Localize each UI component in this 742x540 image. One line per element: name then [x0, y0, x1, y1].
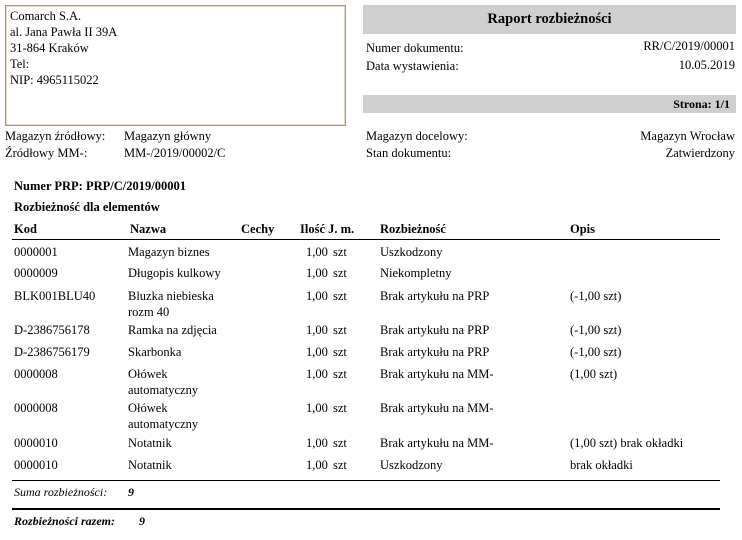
doc-status-value: Zatwierdzony [665, 146, 735, 160]
cell-ilosc: 1,00 [306, 323, 328, 337]
cell-jm: szt [333, 289, 347, 303]
cell-ilosc: 1,00 [306, 458, 328, 472]
cell-ilosc: 1,00 [306, 289, 328, 303]
issue-date-label: Data wystawienia: [366, 59, 459, 73]
cell-kod: BLK001BLU40 [14, 289, 96, 303]
cell-rozbieznosc: Niekompletny [380, 266, 452, 280]
cell-nazwa: Notatnik [128, 436, 172, 450]
cell-nazwa-line2: automatyczny [128, 383, 199, 397]
cell-jm: szt [333, 323, 347, 337]
source-warehouse-label: Magazyn źródłowy: [5, 129, 106, 143]
prp-number: Numer PRP: PRP/C/2019/00001 [14, 179, 186, 193]
cell-nazwa: Ołówek [128, 401, 168, 415]
total-value: 9 [139, 514, 145, 528]
doc-status-label: Stan dokumentu: [366, 146, 452, 160]
cell-jm: szt [333, 266, 347, 280]
total-label: Rozbieżności razem: [14, 514, 116, 528]
cell-jm: szt [333, 458, 347, 472]
cell-ilosc: 1,00 [306, 367, 328, 381]
col-header-kod: Kod [14, 222, 37, 236]
cell-jm: szt [333, 401, 347, 415]
summary-divider [12, 480, 720, 481]
cell-rozbieznosc: Uszkodzony [380, 458, 443, 472]
cell-kod: 0000008 [14, 401, 58, 415]
sum-label: Suma rozbieżności: [14, 485, 108, 499]
cell-rozbieznosc: Brak artykułu na PRP [380, 345, 490, 359]
cell-opis: (1,00 szt) brak okładki [570, 436, 684, 450]
doc-number-label: Numer dokumentu: [366, 41, 464, 55]
total-divider [12, 508, 720, 510]
cell-rozbieznosc: Brak artykułu na MM- [380, 401, 494, 415]
cell-rozbieznosc: Brak artykułu na MM- [380, 367, 494, 381]
col-header-rozbieznosc: Rozbieżność [380, 222, 446, 236]
cell-ilosc: 1,00 [306, 436, 328, 450]
cell-nazwa-line2: automatyczny [128, 417, 199, 431]
cell-kod: 0000010 [14, 458, 58, 472]
company-name: Comarch S.A. [10, 9, 82, 23]
cell-kod: 0000009 [14, 266, 58, 280]
target-warehouse-label: Magazyn docelowy: [366, 129, 468, 143]
company-street: al. Jana Pawła II 39A [10, 25, 118, 39]
cell-kod: D-2386756179 [14, 345, 90, 359]
col-header-ilosc: Ilość J. m. [300, 222, 355, 236]
cell-nazwa: Ołówek [128, 367, 168, 381]
source-warehouse-value: Magazyn główny [124, 129, 212, 143]
cell-nazwa: Ramka na zdjęcia [128, 323, 217, 337]
cell-kod: 0000008 [14, 367, 58, 381]
source-mm-value: MM-/2019/00002/C [124, 146, 226, 160]
cell-ilosc: 1,00 [306, 401, 328, 415]
cell-nazwa: Długopis kulkowy [128, 266, 221, 280]
cell-kod: 0000010 [14, 436, 58, 450]
cell-rozbieznosc: Brak artykułu na MM- [380, 436, 494, 450]
cell-jm: szt [333, 367, 347, 381]
target-warehouse-value: Magazyn Wrocław [640, 129, 735, 143]
sum-value: 9 [128, 485, 134, 499]
company-city: 31-864 Kraków [10, 41, 89, 55]
cell-nazwa: Notatnik [128, 458, 172, 472]
cell-opis: (-1,00 szt) [570, 345, 622, 359]
page-indicator: Strona: 1/1 [363, 95, 736, 113]
cell-rozbieznosc: Uszkodzony [380, 245, 443, 259]
cell-ilosc: 1,00 [306, 266, 328, 280]
header-divider [12, 239, 720, 240]
cell-rozbieznosc: Brak artykułu na PRP [380, 323, 490, 337]
cell-kod: 0000001 [14, 245, 58, 259]
cell-rozbieznosc: Brak artykułu na PRP [380, 289, 490, 303]
company-nip: NIP: 4965115022 [10, 73, 99, 87]
cell-kod: D-2386756178 [14, 323, 90, 337]
cell-nazwa: Magazyn biznes [128, 245, 210, 259]
issue-date-value: 10.05.2019 [678, 58, 735, 72]
col-header-cechy: Cechy [241, 222, 275, 236]
cell-jm: szt [333, 245, 347, 259]
company-address-box [5, 5, 346, 126]
cell-opis: brak okładki [570, 458, 633, 472]
company-tel: Tel: [10, 57, 30, 71]
col-header-nazwa: Nazwa [130, 222, 167, 236]
col-header-opis: Opis [570, 222, 596, 236]
cell-jm: szt [333, 345, 347, 359]
source-mm-label: Źródłowy MM-: [5, 146, 88, 160]
cell-opis: (1,00 szt) [570, 367, 618, 381]
section-title: Rozbieżność dla elementów [14, 200, 160, 214]
cell-nazwa-line2: rozm 40 [128, 305, 170, 319]
cell-nazwa: Bluzka niebieska [128, 289, 214, 303]
report-title: Raport rozbieżności [363, 5, 736, 34]
cell-ilosc: 1,00 [306, 345, 328, 359]
cell-opis: (-1,00 szt) [570, 323, 622, 337]
cell-ilosc: 1,00 [306, 245, 328, 259]
doc-number-value: RR/C/2019/00001 [643, 39, 735, 53]
cell-opis: (-1,00 szt) [570, 289, 622, 303]
cell-jm: szt [333, 436, 347, 450]
cell-nazwa: Skarbonka [128, 345, 182, 359]
